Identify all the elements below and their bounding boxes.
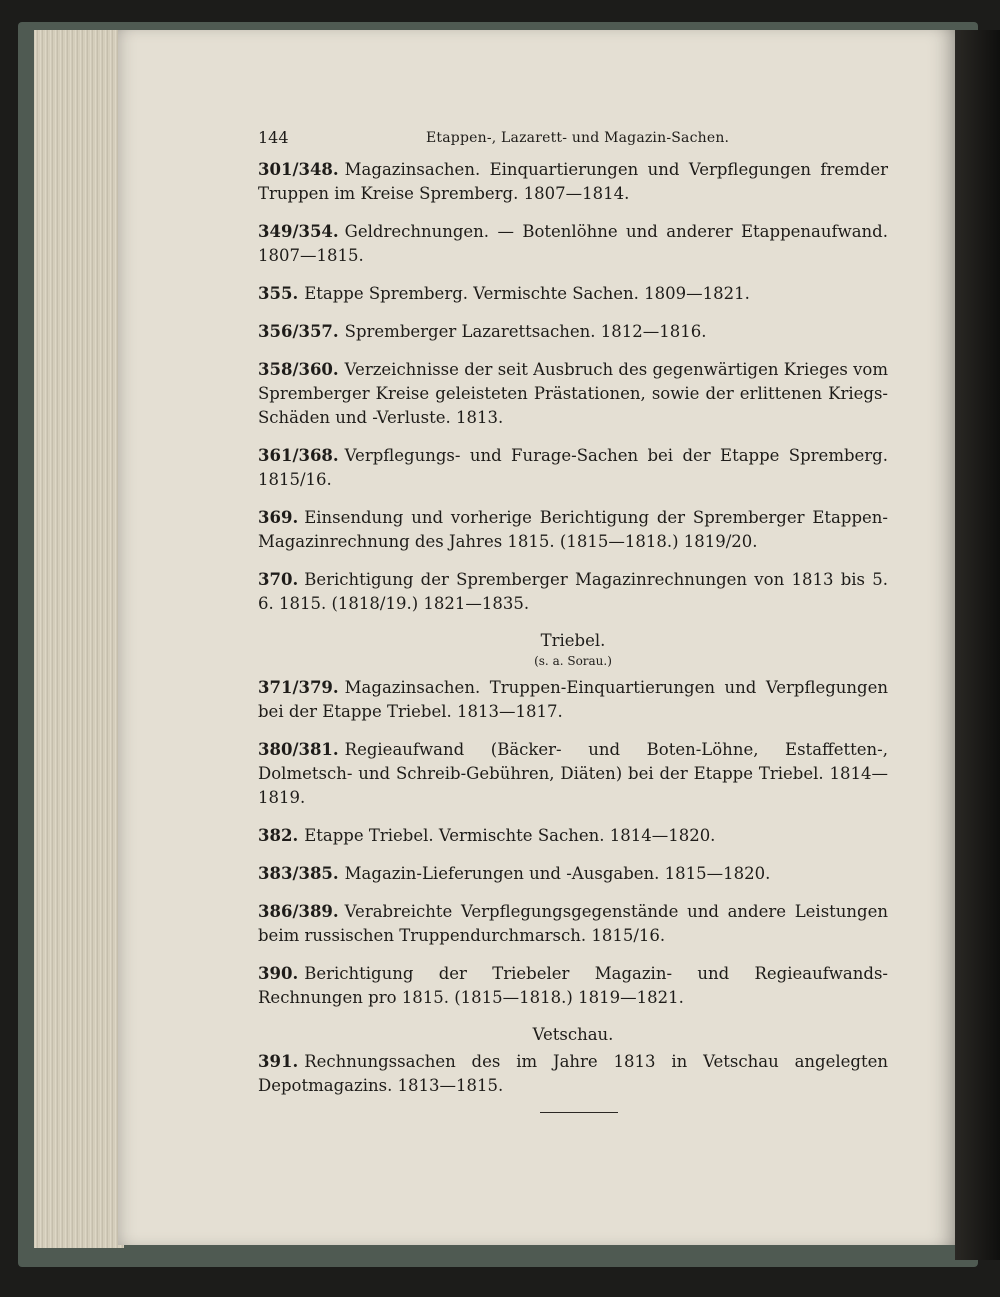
entry <box>258 824 888 848</box>
entry <box>258 900 888 948</box>
entry-text: Einsendung und vorherige Berichtigung der Spremberger Etappen-Magazinrechnung des Jahres 1815. (1815—1818.) 1819/20. <box>258 508 888 551</box>
entry-number: 382. <box>258 826 299 845</box>
page-content <box>258 128 888 1112</box>
entry <box>258 1050 888 1098</box>
entry <box>258 962 888 1010</box>
section-subheading-triebel: (s. a. Sorau.) <box>534 654 612 668</box>
entry-text: Magazin-Lieferungen und -Ausgaben. 1815—1820. <box>344 864 771 883</box>
entry-text: Etappe Triebel. Vermischte Sachen. 1814—1820. <box>304 826 716 845</box>
entry <box>258 444 888 492</box>
entries-vetschau <box>258 1050 888 1098</box>
entry <box>258 676 888 724</box>
entry-text: Etappe Spremberg. Vermischte Sachen. 1809—1821. <box>304 284 750 303</box>
running-title: Etappen-, Lazarett- und Magazin-Sachen. <box>426 130 730 146</box>
entry <box>258 320 888 344</box>
entry-text: Spremberger Lazarettsachen. 1812—1816. <box>344 322 707 341</box>
entry-text: Berichtigung der Triebeler Magazin- und Regieaufwands-Rechnungen pro 1815. (1815—1818.) 1819—1821. <box>258 964 888 1007</box>
entry-number: 355. <box>258 284 299 303</box>
entry-text: Magazinsachen. Einquartierungen und Verpflegungen fremder Truppen im Kreise Spremberg. 1807—1814. <box>258 160 888 203</box>
entry-number: 349/354. <box>258 222 339 241</box>
entry <box>258 862 888 886</box>
section-heading-vetschau: Vetschau. <box>532 1025 614 1044</box>
entry-number: 369. <box>258 508 299 527</box>
entry-text: Magazinsachen. Truppen-Einquartierungen und Verpflegungen bei der Etappe Triebel. 1813—1817. <box>258 678 888 721</box>
entry <box>258 506 888 554</box>
entry-number: 358/360. <box>258 360 339 379</box>
entry-text: Regieaufwand (Bäcker- und Boten-Löhne, Estaffetten-, Dolmetsch- und Schreib-Gebühren, Diäten) bei der Etappe Triebel. 1814—1819. <box>258 740 888 807</box>
entry <box>258 282 888 306</box>
entry-number: 386/389. <box>258 902 339 921</box>
entry-text: Geldrechnungen. — Botenlöhne und anderer Etappenaufwand. 1807—1815. <box>258 222 888 265</box>
entry-number: 390. <box>258 964 299 983</box>
entry-number: 301/348. <box>258 160 339 179</box>
end-rule <box>540 1112 618 1113</box>
entry <box>258 568 888 616</box>
page-edges <box>34 30 124 1248</box>
entry-text: Verpflegungs- und Furage-Sachen bei der Etappe Spremberg. 1815/16. <box>258 446 888 489</box>
entry-number: 361/368. <box>258 446 339 465</box>
entry <box>258 158 888 206</box>
entries-triebel <box>258 676 888 1010</box>
entry-text: Rechnungssachen des im Jahre 1813 in Vetschau angelegten Depotmagazins. 1813—1815. <box>258 1052 888 1095</box>
entry <box>258 738 888 810</box>
entry-text: Verabreichte Verpflegungsgegenstände und andere Leistungen beim russischen Truppendurchmarsch. 1815/16. <box>258 902 888 945</box>
entry <box>258 358 888 430</box>
page-header <box>258 128 888 158</box>
entry-number: 380/381. <box>258 740 339 759</box>
entry-text: Verzeichnisse der seit Ausbruch des gegenwärtigen Krieges vom Spremberger Kreise geleisteten Prästationen, sowie der erlittenen Kriegs-Schäden und -Verluste. 1813. <box>258 360 888 427</box>
entry <box>258 220 888 268</box>
entry-number: 391. <box>258 1052 299 1071</box>
entry-number: 371/379. <box>258 678 339 697</box>
entry-number: 356/357. <box>258 322 339 341</box>
section-heading-triebel: Triebel. <box>540 631 606 650</box>
page-number: 144 <box>258 128 289 147</box>
entries-spremberg <box>258 158 888 616</box>
entry-text: Berichtigung der Spremberger Magazinrechnungen von 1813 bis 5. 6. 1815. (1818/19.) 1821—1835. <box>258 570 888 613</box>
entry-number: 383/385. <box>258 864 339 883</box>
book-gutter <box>955 30 1000 1260</box>
entry-number: 370. <box>258 570 299 589</box>
